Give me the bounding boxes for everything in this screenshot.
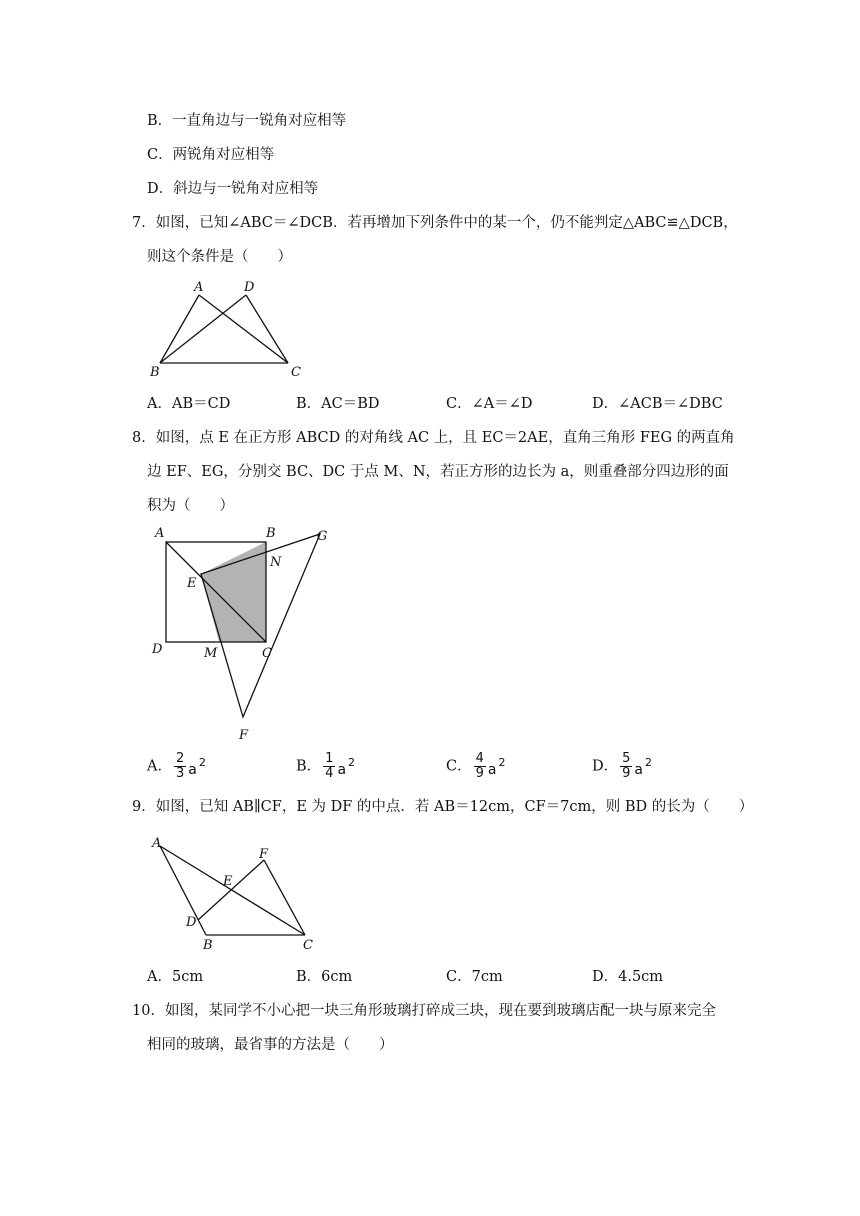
q7-option-c: C．∠A＝∠D	[446, 396, 533, 412]
q9-segment-fc	[264, 860, 305, 935]
q8-option-c-power: a $^2$	[487, 756, 506, 778]
q7-option-d: D．∠ACB＝∠DBC	[592, 396, 723, 412]
q9-segment-fd	[198, 860, 264, 920]
q7-text-line2: 则这个条件是（ ）	[147, 249, 292, 265]
q8-label-c: C	[262, 646, 272, 661]
q8-text-line3: 积为（ ）	[147, 498, 234, 514]
q8-option-c-fraction: $\frac{4}{9}$	[475, 751, 484, 781]
q9-label-d: D	[186, 915, 197, 930]
q7-label-d: D	[244, 280, 255, 295]
q8-option-c	[446, 752, 505, 781]
q9-label-e: E	[223, 874, 233, 889]
q9-option-d: D．4.5cm	[592, 969, 664, 985]
q8-option-b	[296, 752, 355, 781]
q7-label-a: A	[194, 280, 204, 295]
q8-label-d: D	[152, 642, 163, 657]
q8-option-d	[592, 752, 652, 781]
q8-label-n: N	[270, 555, 282, 570]
q8-label-f: F	[239, 728, 249, 743]
q7-figure	[145, 275, 315, 385]
q9-segment-ac	[160, 846, 305, 935]
q6-option-b: B．一直角边与一锐角对应相等	[147, 113, 347, 129]
q8-option-d-power: a $^2$	[634, 756, 653, 778]
q8-option-c-letter: C．	[446, 758, 472, 775]
q7-segment-ac	[199, 295, 288, 363]
q8-shaded-quadrilateral	[201, 542, 266, 642]
q8-label-a: A	[155, 526, 165, 541]
q7-text-line1: 7．如图，已知∠ABC＝∠DCB．若再增加下列条件中的某一个，仍不能判定△ABC≌△DCB，	[132, 215, 738, 231]
q9-figure	[148, 830, 328, 955]
q7-label-c: C	[291, 365, 301, 380]
q8-option-b-fraction: $\frac{1}{4}$	[325, 751, 334, 781]
q7-label-b: B	[150, 365, 160, 380]
q9-segment-ab	[160, 846, 206, 935]
q7-segment-ba	[160, 295, 199, 363]
q7-segment-dc	[246, 295, 288, 363]
q8-text-line1: 8．如图，点 E 在正方形 ABCD 的对角线 AC 上，且 EC＝2AE，直角三角形 FEG 的两直角	[132, 430, 735, 446]
q8-option-b-letter: B．	[296, 758, 322, 775]
q6-option-d: D．斜边与一锐角对应相等	[147, 181, 319, 197]
q8-option-d-letter: D．	[592, 758, 619, 775]
q9-option-a: A．5cm	[147, 969, 204, 985]
q8-label-g: G	[317, 529, 328, 544]
q9-label-a: A	[152, 836, 162, 851]
q9-option-c: C．7cm	[446, 969, 503, 985]
q9-label-f: F	[259, 847, 269, 862]
q9-option-b: B．6cm	[296, 969, 353, 985]
q8-option-b-power: a $^2$	[337, 756, 356, 778]
q8-option-a-letter: A．	[147, 758, 172, 775]
q6-option-c: C．两锐角对应相等	[147, 147, 275, 163]
q8-option-a-fraction: $\frac{2}{3}$	[175, 751, 185, 781]
q8-option-a	[147, 752, 206, 781]
q7-segment-bd	[160, 295, 246, 363]
q8-text-line2: 边 EF、EG，分别交 BC、DC 于点 M、N，若正方形的边长为 a，则重叠部分四边形的面	[147, 464, 729, 480]
q9-label-c: C	[303, 938, 313, 953]
q8-option-a-power: a $^2$	[188, 756, 206, 778]
q10-text-line2: 相同的玻璃，最省事的方法是（ ）	[147, 1037, 394, 1053]
q8-label-e: E	[187, 576, 197, 591]
q8-figure	[148, 520, 343, 750]
q7-option-b: B．AC＝BD	[296, 396, 380, 412]
q8-label-b: B	[266, 526, 276, 541]
q7-option-a: A．AB＝CD	[147, 396, 231, 412]
q9-text-line1: 9．如图，已知 AB∥CF，E 为 DF 的中点．若 AB＝12cm，CF＝7cm，则 BD 的长为（ ）	[132, 799, 754, 815]
q9-label-b: B	[203, 938, 213, 953]
q10-text-line1: 10．如图，某同学不小心把一块三角形玻璃打碎成三块，现在要到玻璃店配一块与原来完全	[132, 1003, 716, 1019]
q8-label-m: M	[204, 646, 218, 661]
q8-option-d-fraction: $\frac{5}{9}$	[622, 751, 631, 781]
